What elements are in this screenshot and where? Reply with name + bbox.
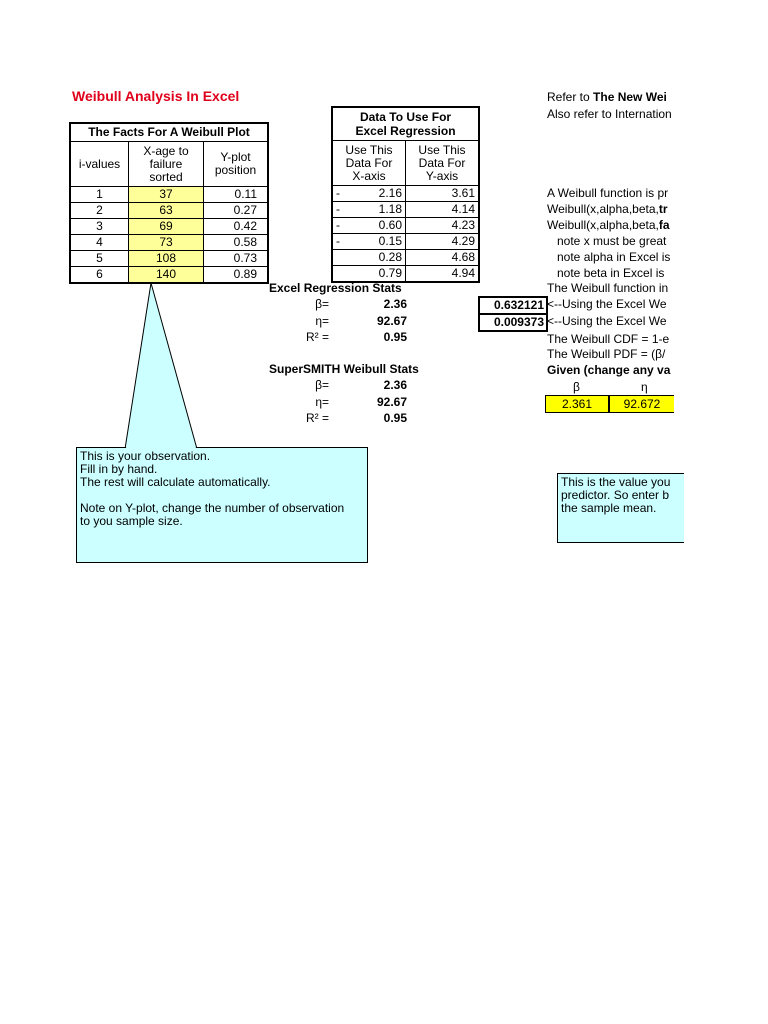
sign: - <box>336 218 340 232</box>
x-axis-value: 0.60 <box>378 218 402 232</box>
weibull-cdf-value: 0.632121 <box>478 296 548 315</box>
excel-stats-title: Excel Regression Stats <box>269 281 402 295</box>
y-axis-cell: 4.94 <box>406 266 480 283</box>
header-i-values: i-values <box>70 142 129 187</box>
func-line-3-prefix: Weibull(x,alpha,beta, <box>547 218 659 232</box>
note-line-3: note beta in Excel is <box>557 266 665 280</box>
supersmith-beta-value: 2.36 <box>383 378 407 392</box>
callout-join-shape <box>126 300 196 448</box>
weibull-pdf-value: 0.009373 <box>478 313 548 332</box>
excel-beta-label: β= <box>315 297 329 311</box>
facts-table-title: The Facts For A Weibull Plot <box>70 123 268 142</box>
supersmith-stats-title: SuperSMITH Weibull Stats <box>269 362 419 376</box>
i-value-cell: 5 <box>70 251 129 267</box>
y-plot-cell: 0.73 <box>204 251 269 267</box>
x-age-input-cell[interactable]: 73 <box>129 235 204 251</box>
y-plot-cell: 0.42 <box>204 219 269 235</box>
regression-table-title: Data To Use For Excel Regression <box>332 107 479 141</box>
header-x-age: X-age to failure sorted <box>129 142 204 187</box>
supersmith-r2-value: 0.95 <box>383 411 407 425</box>
i-value-cell: 1 <box>70 187 129 203</box>
x-age-input-cell[interactable]: 63 <box>129 203 204 219</box>
y-axis-cell: 4.68 <box>406 250 480 266</box>
excel-r2-label: R² = <box>305 330 329 344</box>
func-line-1: A Weibull function is pr <box>547 186 669 200</box>
x-age-input-cell[interactable]: 37 <box>129 187 204 203</box>
sign: - <box>336 234 340 248</box>
x-axis-value: 0.28 <box>378 250 402 264</box>
sign: - <box>336 202 340 216</box>
i-value-cell: 6 <box>70 267 129 284</box>
supersmith-r2-label: R² = <box>305 411 329 425</box>
x-axis-value: 0.79 <box>378 266 402 280</box>
supersmith-eta-value: 92.67 <box>376 395 407 409</box>
excel-eta-value: 92.67 <box>376 314 407 328</box>
func-line-2-bold: tr <box>658 202 668 216</box>
x-axis-value: 2.16 <box>378 186 402 200</box>
supersmith-eta-label: η= <box>315 395 329 409</box>
func-in-line: The Weibull function in <box>547 281 669 295</box>
y-plot-cell: 0.89 <box>204 267 269 284</box>
i-value-cell: 3 <box>70 219 129 235</box>
x-age-input-cell[interactable]: 140 <box>129 267 204 284</box>
excel-r2-value: 0.95 <box>383 330 407 344</box>
x-age-input-cell[interactable]: 108 <box>129 251 204 267</box>
excel-eta-label: η= <box>315 314 329 328</box>
y-plot-cell: 0.27 <box>204 203 269 219</box>
func-line-2-prefix: Weibull(x,alpha,beta, <box>547 202 659 216</box>
y-axis-cell: 4.14 <box>406 202 480 218</box>
given-eta-label: η <box>641 380 648 394</box>
predictor-note: This is the value you predictor. So enter b the sample mean. <box>557 473 684 543</box>
note-line-2: note alpha in Excel is <box>557 250 671 264</box>
x-axis-value: 0.15 <box>378 234 402 248</box>
refer-bold: The New Wei <box>593 90 667 104</box>
supersmith-beta-label: β= <box>315 378 329 392</box>
given-line: Given (change any va <box>547 363 671 377</box>
refer-prefix: Refer to <box>547 90 594 104</box>
given-eta-input[interactable]: 92.672 <box>609 395 674 413</box>
x-axis-value: 1.18 <box>378 202 402 216</box>
i-value-cell: 4 <box>70 235 129 251</box>
observation-note: This is your observation. Fill in by hand. The rest will calculate automatically. Note on Y-plot, change the number of observation to you sample size. <box>76 447 368 563</box>
cdf-line: The Weibull CDF = 1-e <box>547 332 670 346</box>
using-line-1: <--Using the Excel We <box>547 297 667 311</box>
y-axis-cell: 3.61 <box>406 186 480 202</box>
y-plot-cell: 0.11 <box>204 187 269 203</box>
note-line-1: note x must be great <box>557 234 667 248</box>
excel-beta-value: 2.36 <box>383 297 407 311</box>
using-line-2: <--Using the Excel We <box>547 314 667 328</box>
sign: - <box>336 186 340 200</box>
header-y-plot: Y-plot position <box>204 142 269 187</box>
header-x-axis: Use This Data For X-axis <box>332 141 406 186</box>
given-beta-label: β <box>573 380 580 394</box>
i-value-cell: 2 <box>70 203 129 219</box>
y-axis-cell: 4.23 <box>406 218 480 234</box>
given-beta-input[interactable]: 2.361 <box>545 395 609 413</box>
y-axis-cell: 4.29 <box>406 234 480 250</box>
header-y-axis: Use This Data For Y-axis <box>406 141 480 186</box>
x-age-input-cell[interactable]: 69 <box>129 219 204 235</box>
y-plot-cell: 0.58 <box>204 235 269 251</box>
also-refer-line: Also refer to Internation <box>547 107 672 121</box>
page-title: Weibull Analysis In Excel <box>72 88 240 104</box>
pdf-line: The Weibull PDF = (β/ <box>547 347 666 361</box>
func-line-3-bold: fa <box>658 218 670 232</box>
